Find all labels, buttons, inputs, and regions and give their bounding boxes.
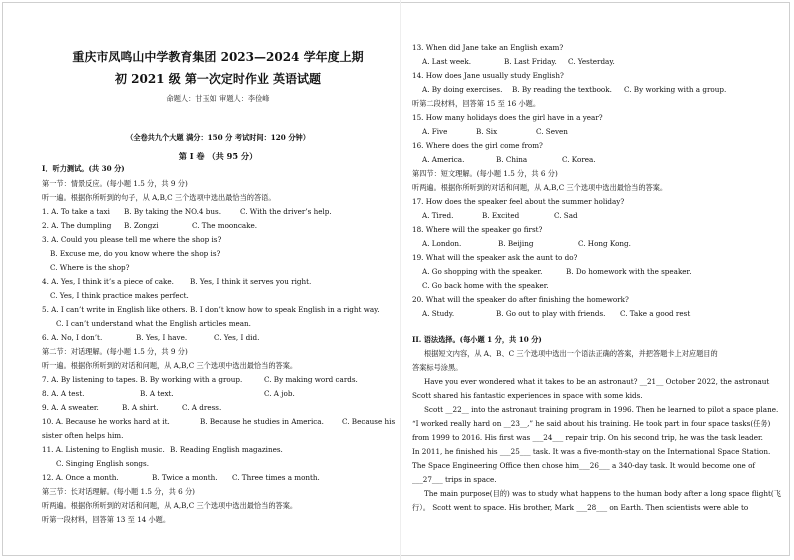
q5-option-b: B. I don’t know how to speak English in a right way. [190,305,380,314]
exam-authors: 命题人：甘玉如 审题人：李俭峰 [166,94,270,103]
q20-option-a: A. Study. [422,309,455,318]
q12-option-b: B. Twice a month. [152,473,218,482]
q2-option-a: 2. A. The dumpling [42,221,112,230]
passage-line-3: Scott __22__ into the astronaut training program in 1996. Then he learned to pilot a space plane. [424,405,779,414]
passage-line-6: In 2011, he finished his ___25___ task. It was a five-month-stay on the International Space Station. [412,447,771,456]
q5-option-c: C. I can’t understand what the English articles mean. [56,319,251,328]
q4-option-a: 4. A. Yes, I think it’s a piece of cake. [42,277,174,286]
q10-option-c: C. Because his [342,417,396,426]
q8-option-a: 8. A. A test. [42,389,85,398]
part1-instruction: 听一遍。根据你所听到的句子，从 A,B,C 三个选项中选出最恰当的答语。 [42,193,276,202]
section2-instruction-1: 根据短文内容，从 A、B、C 三个选项中选出一个语法正确的答案，并把答题卡上对应题目的 [424,349,718,358]
section2-title: II. 语法选择。(每小题 1 分，共 10 分) [412,335,542,344]
q18-question: 18. Where will the speaker go first? [412,225,543,234]
q15-option-b: B. Six [476,127,498,136]
q16-option-a: A. America. [422,155,465,164]
passage-line-7: The Space Engineering Office then chose him___26___ a 340-day task. It would become one of [412,461,756,470]
part1-title: 第一节：情景反应。(每小题 1.5 分，共 9 分) [42,179,188,188]
q20-question: 20. What will the speaker do after finishing the homework? [412,295,629,304]
q15-option-a: A. Five [422,127,448,136]
q6-option-b: B. Yes, I have. [136,333,188,342]
q3-option-b: B. Excuse me, do you know where the shop is? [50,249,221,258]
q2-option-c: C. The mooncake. [192,221,258,230]
q14-option-c: C. By working with a group. [624,85,727,94]
q5-option-a: 5. A. I can’t write in English like others. [42,305,188,314]
q17-option-c: C. Sad [554,211,578,220]
q12-option-a: 12. A. Once a month. [42,473,119,482]
part4-instruction: 听两遍。根据你所听到的对话和问题，从 A,B,C 三个选项中选出最恰当的答案。 [412,183,668,192]
q1-option-b: B. By taking the NO.4 bus. [124,207,221,216]
passage-line-8: ___27___ trips in space. [412,475,497,484]
exam-title-line1: 重庆市凤鸣山中学教育集团 2023—2024 学年度上期 [72,50,364,64]
q1-option-a: 1. A. To take a taxi [42,207,110,216]
passage-line-5: from 1999 to 2016. His first was ___24___ repair trip. On his second trip, he was the task leader. [412,433,763,442]
part3-instruction: 听两遍。根据你所听到的对话和问题，从 A,B,C 三个选项中选出最恰当的答案。 [42,501,298,510]
q11-option-c: C. Singing English songs. [56,459,149,468]
q17-option-a: A. Tired. [422,211,454,220]
passage-line-10: 行）。 Scott went to space. His brother, Mark ___28___ on Earth. Then scientists were able to [412,503,749,512]
section1-title: I．听力测试。(共 30 分) [42,164,125,173]
q20-option-b: B. Go out to play with friends. [496,309,606,318]
q11-option-a: 11. A. Listening to English music. [42,445,165,454]
q6-option-c: C. Yes, I did. [214,333,260,342]
q19-option-c: C. Go back home with the speaker. [422,281,549,290]
q11-option-b: B. Reading English magazines. [170,445,283,454]
q7-option-a: 7. A. By listening to tapes. [42,375,138,384]
q16-question: 16. Where does the girl come from? [412,141,543,150]
part2-instruction: 听一遍。根据你所听到的对话和问题，从 A,B,C 三个选项中选出最恰当的答案。 [42,361,298,370]
q9-option-b: B. A shirt. [122,403,159,412]
q20-option-c: C. Take a good rest [620,309,691,318]
q1-option-c: C. With the driver’s help. [240,207,332,216]
q18-option-b: B. Beijing [498,239,534,248]
q10-option-b: B. Because he studies in America. [200,417,324,426]
part4-title: 第四节：短文理解。(每小题 1.5 分，共 6 分) [412,169,558,178]
q18-option-a: A. London. [422,239,462,248]
q13-option-c: C. Yesterday. [568,57,615,66]
q9-option-a: 9. A. A sweater. [42,403,99,412]
passage-line-2: Scott shared his fantastic experiences in space with some kids. [412,391,643,400]
q4-option-c: C. Yes, I think practice makes perfect. [50,291,189,300]
column-divider [400,0,401,560]
q14-question: 14. How does Jane usually study English? [412,71,564,80]
q15-question: 15. How many holidays does the girl have in a year? [412,113,603,122]
q8-option-c: C. A job. [264,389,295,398]
q19-option-b: B. Do homework with the speaker. [566,267,692,276]
exam-meta: （全卷共九个大题 满分：150 分 考试时间：120 分钟） [126,133,310,142]
q13-option-a: A. Last week. [422,57,471,66]
q15-option-c: C. Seven [536,127,568,136]
q16-option-b: B. China [496,155,528,164]
q8-option-b: B. A text. [140,389,174,398]
q14-option-a: A. By doing exercises. [422,85,503,94]
q7-option-c: C. By making word cards. [264,375,358,384]
passage-line-9: The main purpose(目的) was to study what happens to the human body after a long space flight(飞 [424,489,781,498]
q18-option-c: C. Hong Kong. [578,239,631,248]
q13-option-b: B. Last Friday. [504,57,557,66]
q3-option-c: C. Where is the shop? [50,263,130,272]
q13-question: 13. When did Jane take an English exam? [412,43,564,52]
q14-option-b: B. By reading the textbook. [512,85,612,94]
q17-question: 17. How does the speaker feel about the summer holiday? [412,197,625,206]
q19-option-a: A. Go shopping with the speaker. [422,267,543,276]
part3-subheading-2: 听第二段材料，回答第 15 至 16 小题。 [412,99,541,108]
q10-option-c-continued: sister often helps him. [42,431,124,440]
q2-option-b: B. Zongzi [124,221,159,230]
q16-option-c: C. Korea. [562,155,596,164]
q17-option-b: B. Excited [482,211,520,220]
q3-option-a: 3. A. Could you please tell me where the shop is? [42,235,222,244]
part2-title: 第二节：对话理解。(每小题 1.5 分，共 9 分) [42,347,188,356]
part3-subheading: 听第一段材料，回答第 13 至 14 小题。 [42,515,171,524]
passage-line-1: Have you ever wondered what it takes to be an astronaut? __21__ October 2022, the astronaut [424,377,770,386]
passage-line-4: “I worked really hard on __23__,” he said about his training. He took part in four space tasks(任务) [412,419,771,428]
q6-option-a: 6. A. No, I don’t. [42,333,103,342]
q7-option-b: B. By working with a group. [140,375,243,384]
paper-part-heading: 第 Ⅰ 卷 （共 95 分） [178,151,258,161]
q4-option-b: B. Yes, I think it serves you right. [190,277,312,286]
part3-title: 第三节：长对话理解。(每小题 1.5 分，共 6 分) [42,487,195,496]
q19-question: 19. What will the speaker ask the aunt to do? [412,253,578,262]
exam-title-line2: 初 2021 级 第一次定时作业 英语试题 [114,72,322,86]
q12-option-c: C. Three times a month. [232,473,320,482]
q10-option-a: 10. A. Because he works hard at it. [42,417,170,426]
q9-option-c: C. A dress. [182,403,222,412]
section2-instruction-2: 答案标号涂黑。 [412,363,463,372]
